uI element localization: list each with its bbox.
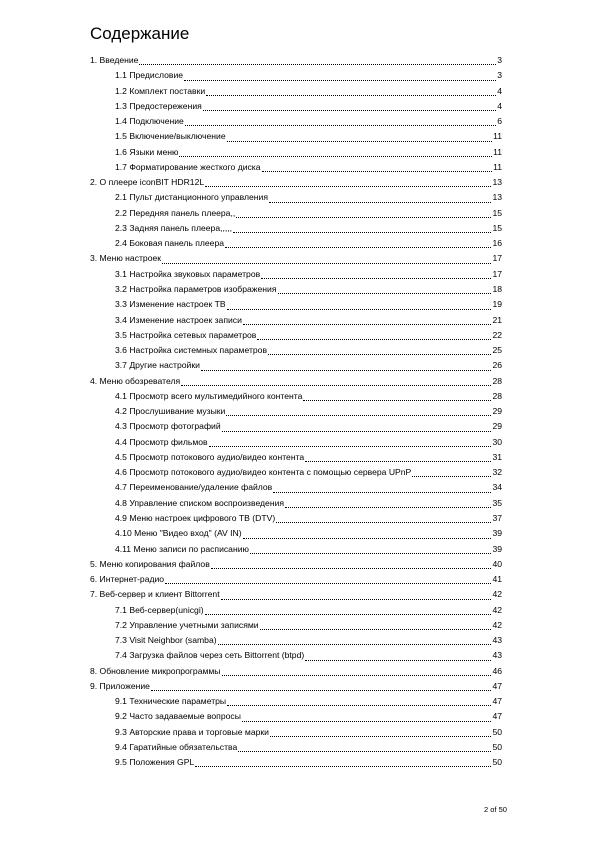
toc-entry-title: 4.3 Просмотр фотографий [115, 421, 221, 432]
toc-entry-page: 28 [492, 375, 502, 386]
toc-entry[interactable] [90, 221, 502, 236]
toc-entry-title: 3.3 Изменение настроек ТВ [115, 299, 226, 310]
dot-leader [195, 766, 491, 767]
toc-entry-page: 39 [492, 528, 502, 539]
dot-leader [225, 247, 491, 248]
dot-leader [179, 156, 492, 157]
toc-entry-page: 18 [492, 283, 502, 294]
toc-entry-page: 29 [492, 406, 502, 417]
toc-entry-title: 1.4 Подключение [115, 116, 184, 127]
toc-entry[interactable] [90, 633, 502, 648]
toc-entry-page: 11 [493, 146, 502, 157]
toc-entry[interactable] [90, 664, 502, 679]
dot-leader [268, 354, 491, 355]
toc-entry-page: 26 [492, 360, 502, 371]
dot-leader [227, 309, 492, 310]
toc-entry-page: 47 [492, 711, 502, 722]
toc-entry-title: 4.4 Просмотр фильмов [115, 436, 208, 447]
dot-leader [269, 202, 491, 203]
dot-leader [222, 431, 492, 432]
toc-entry-title: 1.3 Предостережения [115, 100, 202, 111]
toc-entry[interactable] [90, 526, 502, 541]
toc-entry-title: 9.2 Часто задаваемые вопросы [115, 711, 241, 722]
toc-entry[interactable] [90, 618, 502, 633]
toc-entry[interactable] [90, 68, 502, 83]
toc-entry[interactable] [90, 358, 502, 373]
toc-entry-page: 11 [493, 161, 502, 172]
dot-leader [257, 339, 491, 340]
dot-leader [250, 553, 491, 554]
toc-entry-page: 32 [492, 467, 502, 478]
toc-entry-title: 6. Интернет-радио [90, 574, 165, 585]
dot-leader [181, 385, 491, 386]
dot-leader [211, 568, 492, 569]
toc-entry[interactable] [90, 374, 502, 389]
toc-entry-page: 43 [492, 635, 502, 646]
toc-entry-page: 28 [492, 390, 502, 401]
dot-leader [270, 736, 491, 737]
toc-entry-page: 43 [492, 650, 502, 661]
dot-leader [139, 64, 496, 65]
toc-entry-page: 50 [492, 726, 502, 737]
toc-entry[interactable] [90, 267, 502, 282]
dot-leader [227, 705, 491, 706]
toc-entry[interactable] [90, 725, 502, 740]
toc-entry-title: 1.1 Предисловие [115, 70, 184, 81]
toc-entry[interactable] [90, 694, 502, 709]
dot-leader [221, 599, 492, 600]
toc-entry-page: 39 [492, 543, 502, 554]
toc-entry-page: 13 [492, 177, 502, 188]
toc-entry-title: 2.2 Передняя панель плеера,, [115, 207, 236, 218]
toc-entry[interactable] [90, 99, 502, 114]
dot-leader [242, 721, 492, 722]
toc-entry-title: 3.1 Настройка звуковых параметров [115, 268, 261, 279]
toc-entry-title: 1.5 Включение/выключение [115, 131, 226, 142]
toc-entry-page: 3 [497, 55, 502, 65]
toc-entry[interactable] [90, 709, 502, 724]
toc-entry[interactable] [90, 53, 502, 68]
dot-leader [276, 522, 491, 523]
toc-entry-title: 3.5 Настройка сетевых параметров [115, 329, 257, 340]
dot-leader [243, 324, 492, 325]
toc-entry-page: 19 [492, 299, 502, 310]
toc-entry-page: 21 [492, 314, 502, 325]
toc-entry-page: 22 [492, 329, 502, 340]
toc-entry[interactable] [90, 343, 502, 358]
dot-leader [203, 110, 496, 111]
dot-leader [305, 660, 491, 661]
toc-entry-title: 7.1 Веб-сервер(unicgi) [115, 604, 204, 615]
dot-leader [227, 141, 492, 142]
toc-entry-page: 42 [492, 619, 502, 630]
toc-entry-title: 1. Введение [90, 55, 139, 65]
dot-leader [285, 507, 491, 508]
toc-entry[interactable] [90, 236, 502, 251]
toc-entry-page: 17 [492, 253, 502, 264]
dot-leader [205, 186, 491, 187]
toc-entry-title: 2. О плеере iconBIT HDR12L [90, 177, 205, 188]
toc-entry-title: 4.8 Управление списком воспроизведения [115, 497, 285, 508]
toc-entry[interactable] [90, 419, 502, 434]
dot-leader [243, 538, 492, 539]
toc-entry[interactable] [90, 496, 502, 511]
toc-entry-title: 2.4 Боковая панель плеера [115, 238, 225, 249]
toc-entry[interactable] [90, 129, 502, 144]
toc-entry-page: 42 [492, 604, 502, 615]
dot-leader [222, 675, 492, 676]
toc-entry-page: 29 [492, 421, 502, 432]
page-number: 2 of 50 [484, 805, 507, 814]
toc-entry-title: 2.1 Пульт дистанционного управления [115, 192, 268, 203]
dot-leader [233, 232, 491, 233]
toc-entry[interactable] [90, 465, 502, 480]
toc-entry-title: 1.7 Форматирование жесткого диска [115, 161, 261, 172]
toc-entry-title: 4.9 Меню настроек цифрового ТВ (DTV) [115, 512, 276, 523]
dot-leader [273, 492, 491, 493]
toc-entry-title: 4.6 Просмотр потокового аудио/видео контента с помощью сервера UPnP [115, 467, 412, 478]
toc-entry[interactable] [90, 755, 502, 770]
toc-entry-page: 40 [492, 558, 502, 569]
dot-leader [162, 263, 491, 264]
dot-leader [205, 614, 492, 615]
toc-entry-title: 4.7 Переименование/удаление файлов [115, 482, 273, 493]
toc-entry-title: 3.2 Настройка параметров изображения [115, 283, 277, 294]
toc-entry-page: 50 [492, 757, 502, 768]
toc-entry-page: 15 [492, 222, 502, 233]
toc-entry-page: 34 [492, 482, 502, 493]
toc-entry[interactable] [90, 435, 502, 450]
dot-leader [305, 461, 491, 462]
page-title: Содержание [90, 24, 190, 43]
toc-entry-title: 4. Меню обозревателя [90, 375, 181, 386]
toc-entry-title: 3.4 Изменение настроек записи [115, 314, 242, 325]
toc-entry[interactable] [90, 679, 502, 694]
toc-entry[interactable] [90, 557, 502, 572]
toc-entry-page: 13 [492, 192, 502, 203]
dot-leader [206, 95, 496, 96]
toc-entry-page: 50 [492, 741, 502, 752]
toc-entry-title: 8. Обновление микропрограммы [90, 665, 221, 676]
toc-entry-page: 6 [497, 116, 502, 127]
toc-entry-page: 3 [497, 70, 502, 81]
toc-entry-page: 46 [492, 665, 502, 676]
toc-entry-title: 2.3 Задняя панель плеера,,,,, [115, 222, 233, 233]
toc-entry[interactable] [90, 282, 502, 297]
dot-leader [238, 751, 491, 752]
toc-entry-title: 9. Приложение [90, 680, 150, 691]
toc-entry-page: 37 [492, 512, 502, 523]
toc-entry-page: 11 [493, 131, 502, 142]
toc-entry-title: 3.6 Настройка системных параметров [115, 345, 268, 356]
toc-entry-title: 7. Веб-сервер и клиент Bittorrent [90, 589, 220, 600]
toc-entry[interactable] [90, 190, 502, 205]
toc-entry[interactable] [90, 313, 502, 328]
toc-entry-title: 9.3 Авторские права и торговые марки [115, 726, 269, 737]
toc-entry-title: 3. Меню настроек [90, 253, 162, 264]
dot-leader [236, 217, 491, 218]
dot-leader [201, 370, 492, 371]
table-of-contents [90, 53, 502, 770]
toc-entry[interactable] [90, 542, 502, 557]
dot-leader [412, 476, 491, 477]
toc-entry-page: 30 [492, 436, 502, 447]
toc-entry-page: 35 [492, 497, 502, 508]
toc-entry[interactable] [90, 160, 502, 175]
dot-leader [261, 278, 491, 279]
dot-leader [260, 629, 492, 630]
toc-entry[interactable] [90, 480, 502, 495]
toc-entry[interactable] [90, 648, 502, 663]
toc-entry-title: 7.2 Управление учетными записями [115, 619, 259, 630]
toc-entry-title: 4.10 Меню "Видео вход" (AV IN) [115, 528, 242, 539]
toc-entry-page: 16 [492, 238, 502, 249]
dot-leader [262, 171, 493, 172]
toc-entry[interactable] [90, 297, 502, 312]
dot-leader [218, 644, 492, 645]
toc-entry-page: 17 [492, 268, 502, 279]
toc-entry-title: 4.1 Просмотр всего мультимедийного контента [115, 390, 303, 401]
toc-entry[interactable] [90, 450, 502, 465]
toc-entry-title: 1.6 Языки меню [115, 146, 179, 157]
toc-entry-title: 7.4 Загрузка файлов через сеть Bittorrent (btpd) [115, 650, 305, 661]
toc-entry-page: 47 [492, 696, 502, 707]
toc-entry[interactable] [90, 511, 502, 526]
toc-entry-page: 15 [492, 207, 502, 218]
dot-leader [151, 690, 491, 691]
toc-entry-title: 5. Меню копирования файлов [90, 558, 210, 569]
toc-entry[interactable] [90, 84, 502, 99]
toc-entry-title: 4.2 Прослушивание музыки [115, 406, 226, 417]
dot-leader [226, 415, 491, 416]
toc-entry-page: 4 [497, 85, 502, 96]
toc-entry[interactable] [90, 328, 502, 343]
toc-entry[interactable] [90, 603, 502, 618]
toc-entry[interactable] [90, 114, 502, 129]
dot-leader [165, 583, 491, 584]
toc-entry-title: 7.3 Visit Neighbor (samba) [115, 635, 217, 646]
toc-entry-page: 31 [492, 451, 502, 462]
dot-leader [303, 400, 491, 401]
toc-entry[interactable] [90, 251, 502, 266]
toc-entry-title: 1.2 Комплект поставки [115, 85, 206, 96]
toc-entry[interactable] [90, 572, 502, 587]
toc-entry[interactable] [90, 145, 502, 160]
toc-entry-title: 9.1 Технические параметры [115, 696, 227, 707]
dot-leader [278, 293, 492, 294]
toc-entry-page: 42 [492, 589, 502, 600]
toc-entry-page: 47 [492, 680, 502, 691]
toc-entry-page: 41 [492, 574, 502, 585]
dot-leader [184, 80, 496, 81]
toc-entry-title: 4.5 Просмотр потокового аудио/видео контента [115, 451, 305, 462]
toc-entry-title: 3.7 Другие настройки [115, 360, 200, 371]
toc-entry[interactable] [90, 389, 502, 404]
toc-entry[interactable] [90, 404, 502, 419]
toc-entry[interactable] [90, 206, 502, 221]
toc-entry[interactable] [90, 175, 502, 190]
toc-entry-title: 9.4 Гаратийные обязательства [115, 741, 238, 752]
toc-entry[interactable] [90, 740, 502, 755]
dot-leader [185, 125, 496, 126]
dot-leader [209, 446, 492, 447]
toc-entry-page: 4 [497, 100, 502, 111]
toc-entry-title: 9.5 Положения GPL [115, 757, 195, 768]
toc-entry-page: 25 [492, 345, 502, 356]
toc-entry-title: 4.11 Меню записи по расписанию [115, 543, 249, 554]
toc-entry[interactable] [90, 587, 502, 602]
